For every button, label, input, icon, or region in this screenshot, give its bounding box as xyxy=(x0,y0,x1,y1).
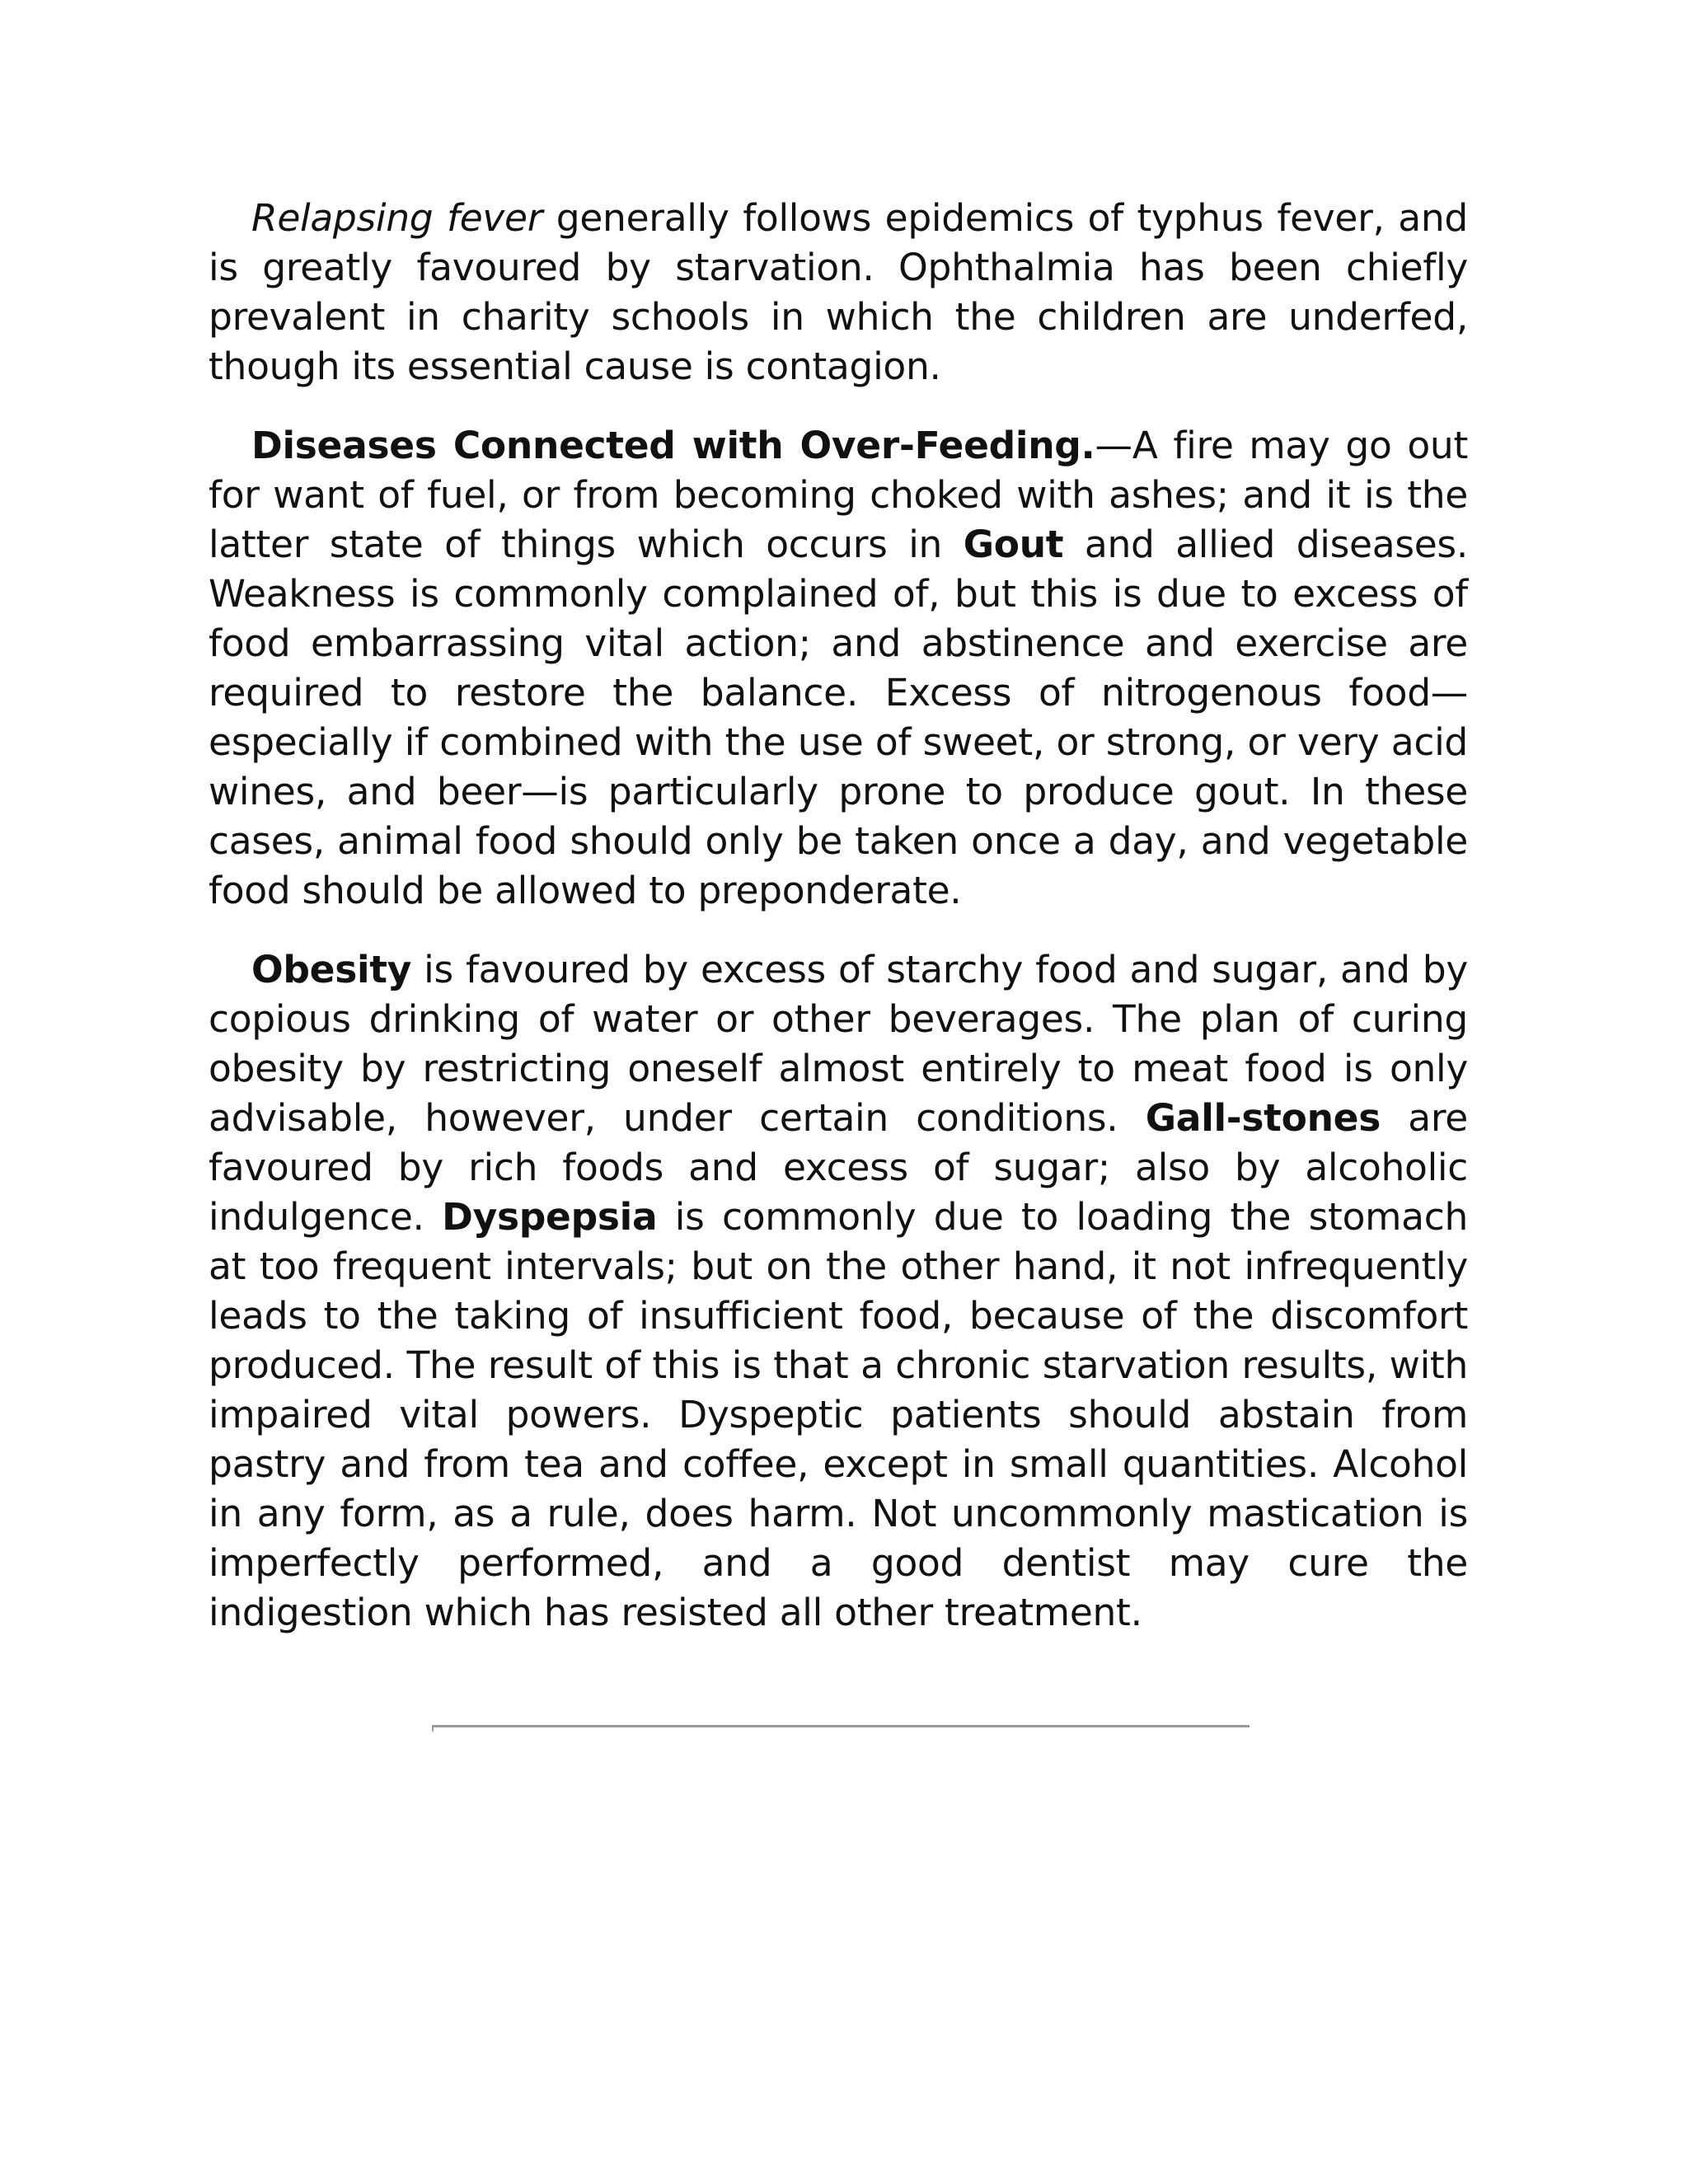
term-dyspepsia: Dyspepsia xyxy=(442,1195,658,1239)
term-relapsing-fever: Relapsing fever xyxy=(251,196,543,240)
paragraph-text: and allied diseases. Weakness is commonly complained of, but this is due to excess of food embarrassing vital action; and abstinence and exercise are required to restore the balance. Excess of nitrogenous food—especially if combined with the use of sweet, or strong, or very acid wines, and beer—is particularly prone to produce gout. In these cases, animal food should only be taken once a day, and vegetable food should be allowed to preponderate. xyxy=(209,523,1469,912)
term-obesity: Obesity xyxy=(251,948,412,991)
paragraph-text: are favoured by rich foods and excess of sugar; also by alcoholic indulgence. xyxy=(209,1096,1468,1239)
paragraph-text: generally follows epidemics of typhus fever, and is greatly favoured by starvation. Ophthalmia has been chiefly prevalent in charity schools in which the children are underfed, though its essential cause is contagion. xyxy=(209,196,1469,388)
section-heading-over-feeding: Diseases Connected with Over-Feeding. xyxy=(251,424,1095,467)
paragraph-text: is favoured by excess of starchy food and sugar, and by copious drinking of water or other beverages. The plan of curing obesity by restricting oneself almost entirely to meat food is only advisable, however, under certain conditions. xyxy=(209,948,1468,1140)
paragraph-text: is commonly due to loading the stomach at too frequent intervals; but on the other hand, it not infrequently leads to the taking of insufficient food, because of the discomfort produced. The result of this is that a chronic starvation results, with impaired vital powers. Dyspeptic patients should abstain from pastry and from tea and coffee, except in small quantities. Alcohol in any form, as a rule, does harm. Not uncommonly mastication is imperfectly performed, and a good dentist may cure the indigestion which has resisted all other treatment. xyxy=(209,1195,1468,1634)
paragraph-relapsing-fever xyxy=(209,194,1468,391)
term-gall-stones: Gall-stones xyxy=(1145,1096,1381,1140)
paragraph-over-feeding xyxy=(209,421,1468,916)
paragraph-obesity xyxy=(209,945,1468,1638)
section-divider-rule xyxy=(432,1725,1250,1727)
paragraph-text: —A fire may go out for want of fuel, or from becoming choked with ashes; and it is the latter state of things which occurs in xyxy=(209,424,1468,566)
page-body xyxy=(209,194,1468,1638)
term-gout: Gout xyxy=(963,523,1064,566)
